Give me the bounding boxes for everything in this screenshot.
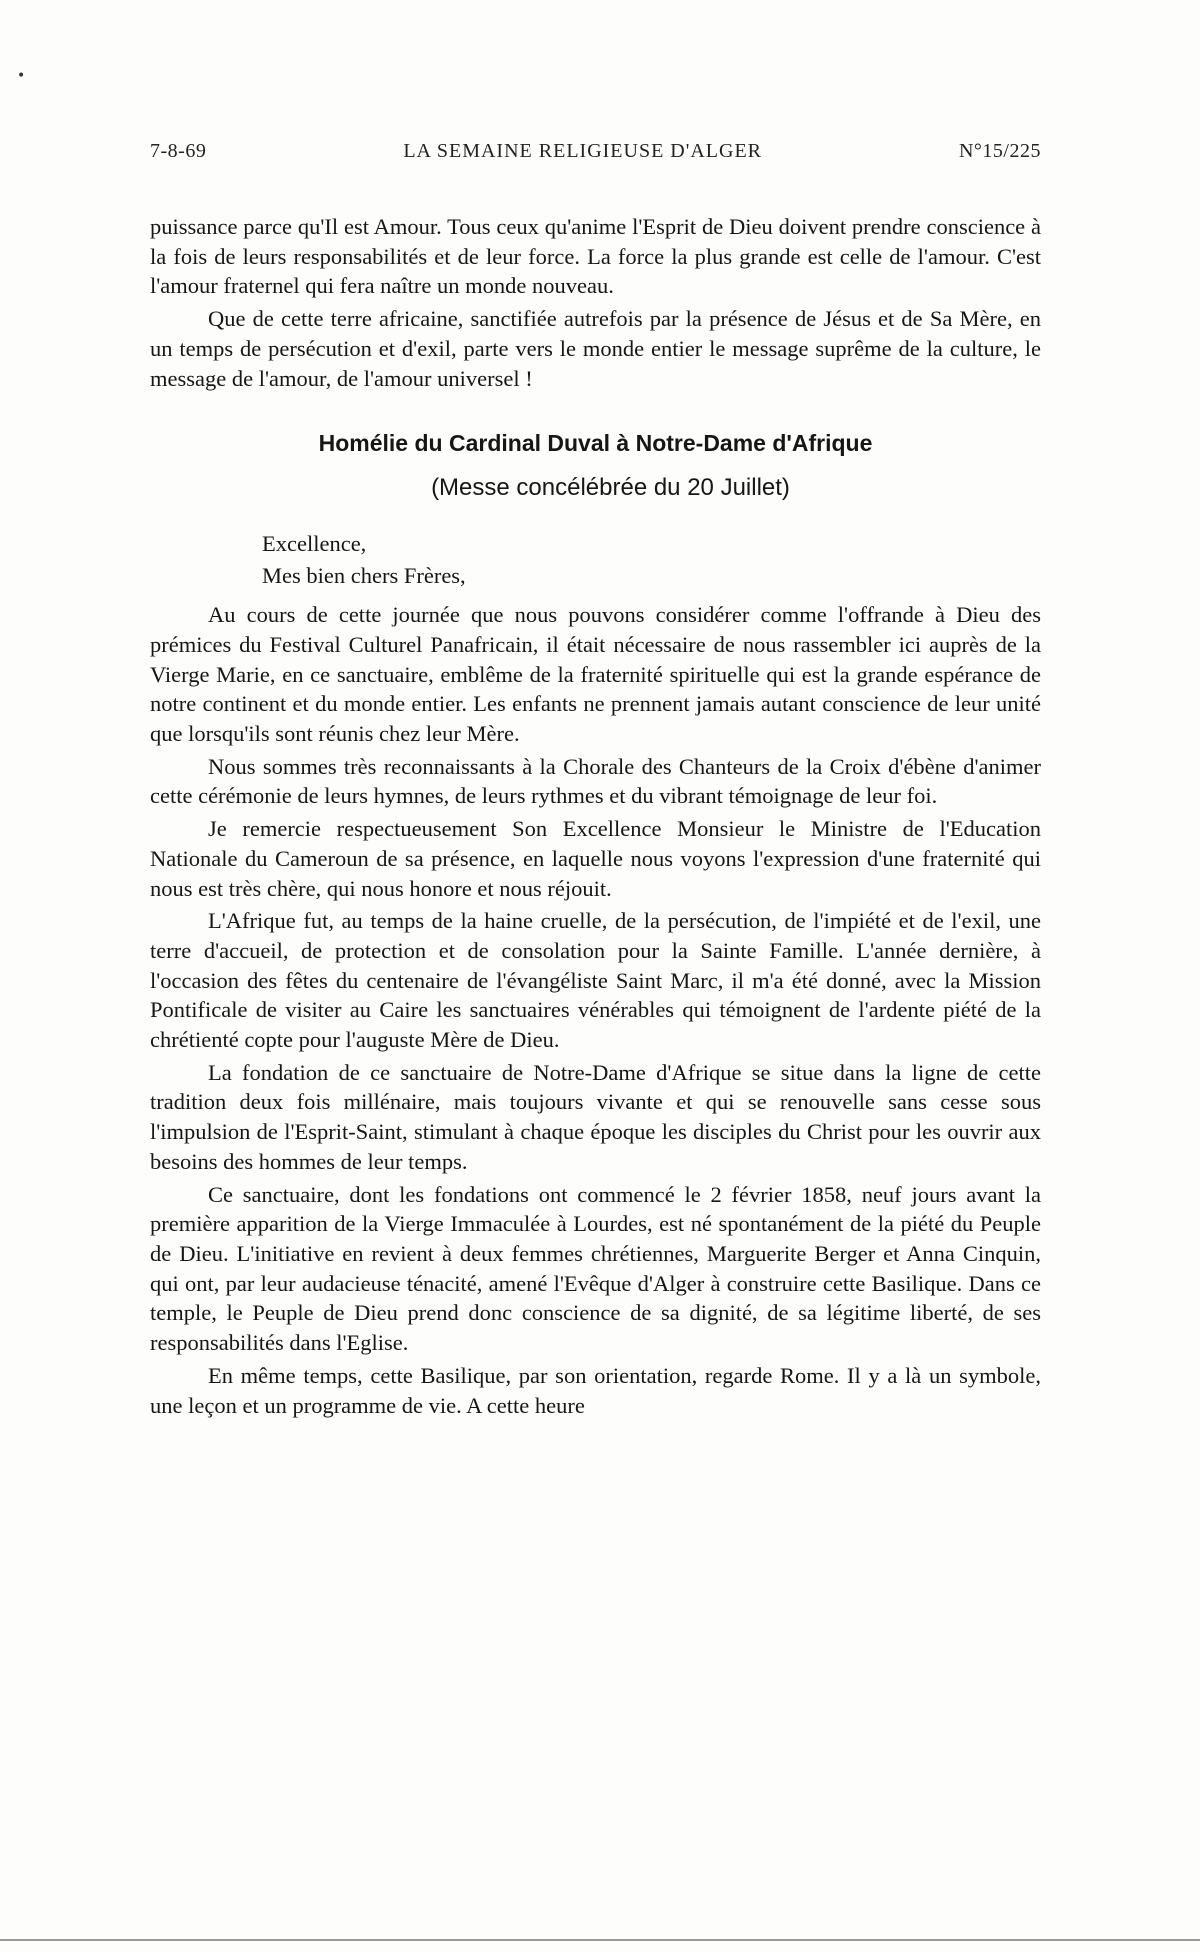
homily-subtitle: (Messe concélébrée du 20 Juillet)	[431, 474, 790, 502]
intro-paragraph: Que de cette terre africaine, sanctifiée autrefois par la présence de Jésus et de Sa Mère, en un temps de persécution et d'exil, parte vers le monde entier le message suprême de la culture, le message de l'amour, de l'amour universel !	[150, 306, 1041, 391]
header-issue-number: N°15/225	[958, 140, 1041, 162]
body-paragraph: Ce sanctuaire, dont les fondations ont commencé le 2 février 1858, neuf jours avant la première apparition de la Vierge Immaculée à Lourdes, est né spontanément de la piété du Peuple de Dieu. L'initiative en revient à deux femmes chrétiennes, Marguerite Berger et Anna Cinquin, qui ont, par leur audacieuse ténacité, amené l'Evêque d'Alger à construire cette Basilique. Dans ce temple, le Peuple de Dieu prend donc conscience de sa dignité, de sa légitime liberté, de ses responsabilités dans l'Eglise.	[150, 1181, 1041, 1356]
body-paragraph: Nous sommes très reconnaissants à la Chorale des Chanteurs de la Croix d'ébène d'animer cette cérémonie de leurs hymnes, de leurs rythmes et du vibrant témoignage de leur foi.	[150, 753, 1041, 809]
intro-paragraph: puissance parce qu'Il est Amour. Tous ceux qu'anime l'Esprit de Dieu doivent prendre conscience à la fois de leurs responsabilités et de leur force. La force la plus grande est celle de l'amour. C'est l'amour fraternel qui fera naître un monde nouveau.	[150, 214, 1041, 299]
homily-title: Homélie du Cardinal Duval à Notre-Dame d'Afrique	[318, 430, 873, 457]
body-paragraph: La fondation de ce sanctuaire de Notre-Dame d'Afrique se situe dans la ligne de cette tradition deux fois millénaire, mais toujours vivante et qui se renouvelle sans cesse sous l'impulsion de l'Esprit-Saint, stimulant à chaque époque les disciples du Christ pour les ouvrir aux besoins des hommes de leur temps.	[150, 1059, 1041, 1174]
body-paragraph: L'Afrique fut, au temps de la haine cruelle, de la persécution, de l'impiété et de l'exil, une terre d'accueil, de protection et de consolation pour la Sainte Famille. L'année dernière, à l'occasion des fêtes du centenaire de l'évangéliste Saint Marc, il m'a été donné, avec la Mission Pontificale de visiter au Caire les sanctuaires vénérables qui témoignent de l'ardente piété de la chrétienté copte pour l'auguste Mère de Dieu.	[150, 908, 1041, 1053]
salutation-line: Excellence,	[262, 531, 367, 557]
body-paragraph: Au cours de cette journée que nous pouvons considérer comme l'offrande à Dieu des prémices du Festival Culturel Panafricain, il était nécessaire de nous rassembler ici auprès de la Vierge Marie, en ce sanctuaire, emblême de la fraternité spirituelle qui est la grande espérance de notre continent et du monde entier. Les enfants ne prennent jamais autant conscience de leur unité que lorsqu'ils sont réunis chez leur Mère.	[150, 602, 1041, 747]
page-bottom-rule	[0, 1939, 1200, 1941]
header-publication-title: LA SEMAINE RELIGIEUSE D'ALGER	[403, 140, 762, 162]
page-margin-mark: •	[17, 68, 26, 84]
homily-heading	[150, 427, 1041, 504]
salutation	[262, 528, 1041, 592]
running-header	[150, 140, 1041, 163]
page-body	[150, 212, 1041, 1423]
salutation-line: Mes bien chers Frères,	[262, 563, 466, 589]
header-date: 7-8-69	[150, 140, 207, 162]
body-paragraph: En même temps, cette Basilique, par son orientation, regarde Rome. Il y a là un symbole, une leçon et un programme de vie. A cette heure	[150, 1362, 1041, 1418]
body-paragraph: Je remercie respectueusement Son Excellence Monsieur le Ministre de l'Education Nationale du Cameroun de sa présence, en laquelle nous voyons l'expression d'une fraternité qui nous est très chère, qui nous honore et nous réjouit.	[150, 816, 1041, 901]
